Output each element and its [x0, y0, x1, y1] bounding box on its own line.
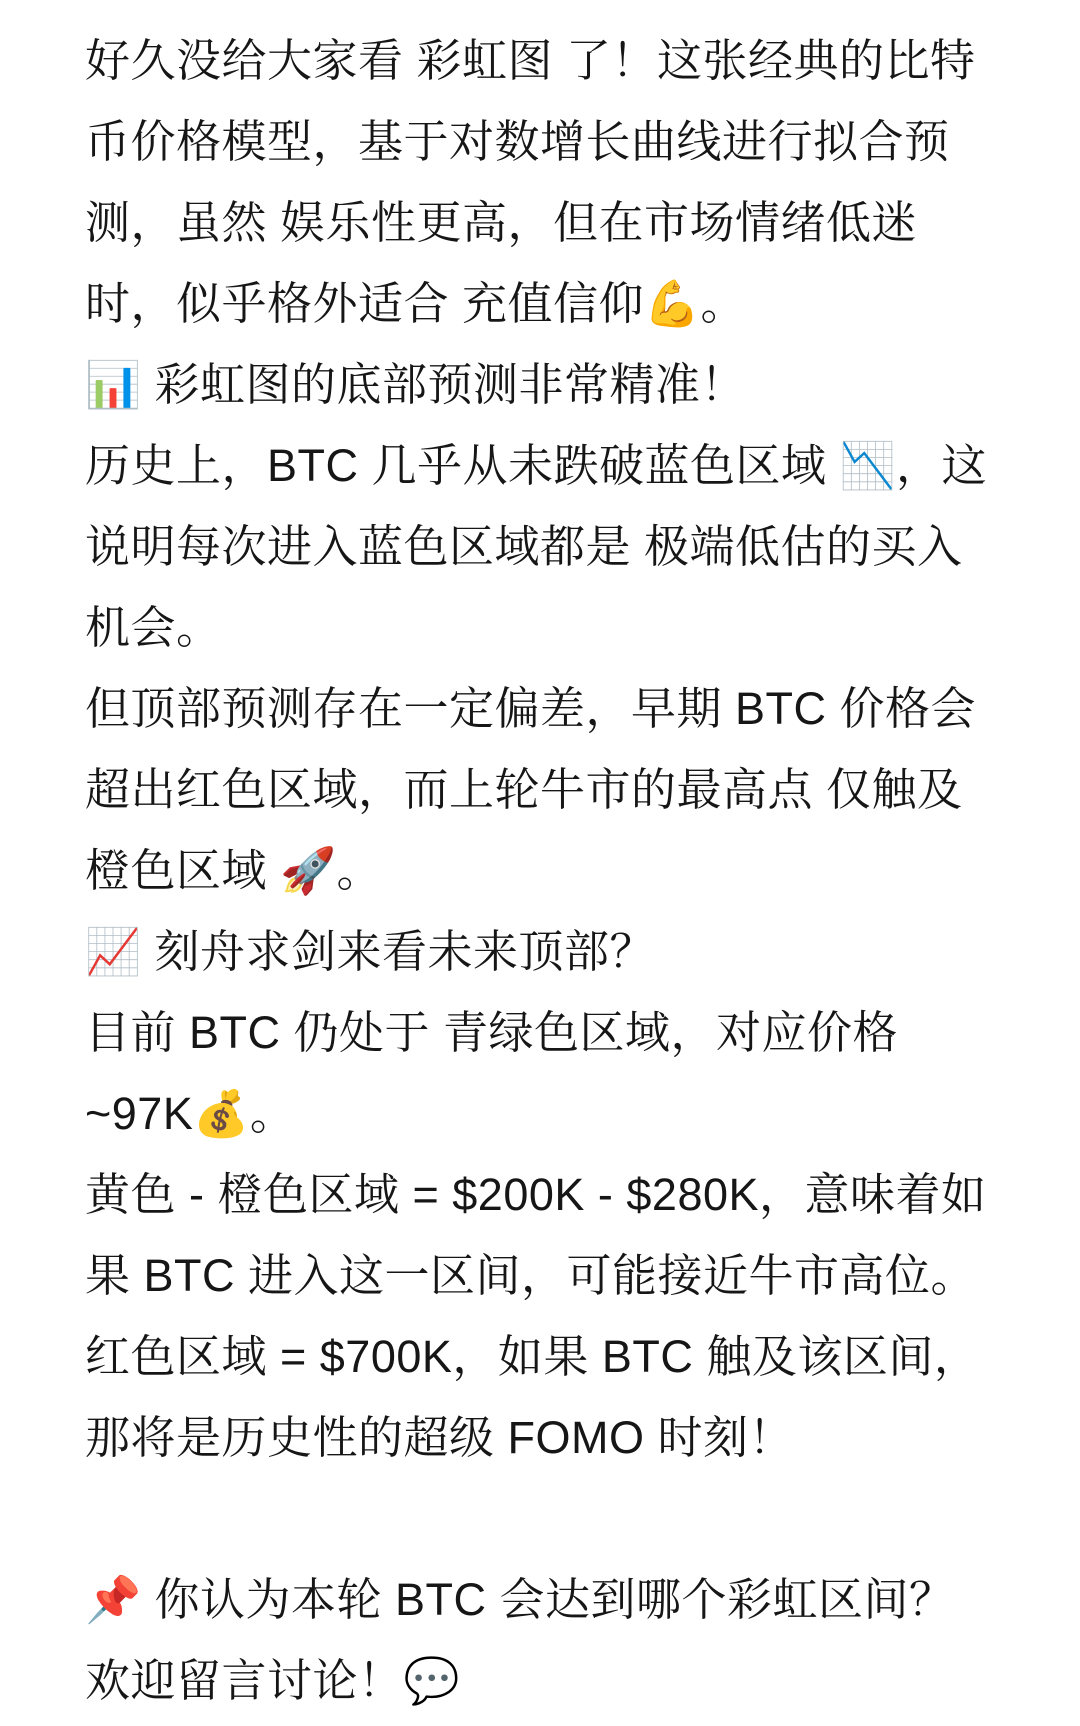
text-line: 超出红色区域，而上轮牛市的最高点 仅触及: [85, 764, 963, 815]
text-line: 币价格模型，基于对数增长曲线进行拟合预: [85, 116, 950, 167]
text-line: 但顶部预测存在一定偏差，早期 BTC 价格会: [85, 683, 977, 734]
text-line: 历史上，BTC 几乎从未跌破蓝色区域 📉，这: [85, 440, 988, 491]
text-line: 那将是历史性的超级 FOMO 时刻！: [85, 1412, 794, 1463]
text-line: 好久没给大家看 彩虹图 了！这张经典的比特: [85, 35, 976, 86]
text-line: 橙色区域 🚀。: [85, 845, 383, 896]
text-line: 黄色 - 橙色区域 = $200K - $280K，意味着如: [85, 1169, 987, 1220]
text-line: ~97K💰。: [85, 1088, 296, 1139]
text-line: 机会。: [85, 602, 222, 653]
text-line: 目前 BTC 仍处于 青绿色区域，对应价格: [85, 1007, 899, 1058]
text-line: 时，似乎格外适合 充值信仰💪。: [85, 278, 747, 329]
text-line: 果 BTC 进入这一区间，可能接近牛市高位。: [85, 1250, 977, 1301]
text-line: 红色区域 = $700K，如果 BTC 触及该区间，: [85, 1331, 980, 1382]
text-line: 测，虽然 娱乐性更高，但在市场情绪低迷: [85, 197, 918, 248]
text-line: 📌 你认为本轮 BTC 会达到哪个彩虹区间？: [85, 1574, 955, 1625]
blank-line: [85, 1478, 994, 1559]
text-line: 📊 彩虹图的底部预测非常精准！: [85, 359, 747, 410]
text-line: 📈 刻舟求剑来看未来顶部？: [85, 926, 656, 977]
text-line: 欢迎留言讨论！💬: [85, 1655, 461, 1706]
text-line: 说明每次进入蓝色区域都是 极端低估的买入: [85, 521, 963, 572]
